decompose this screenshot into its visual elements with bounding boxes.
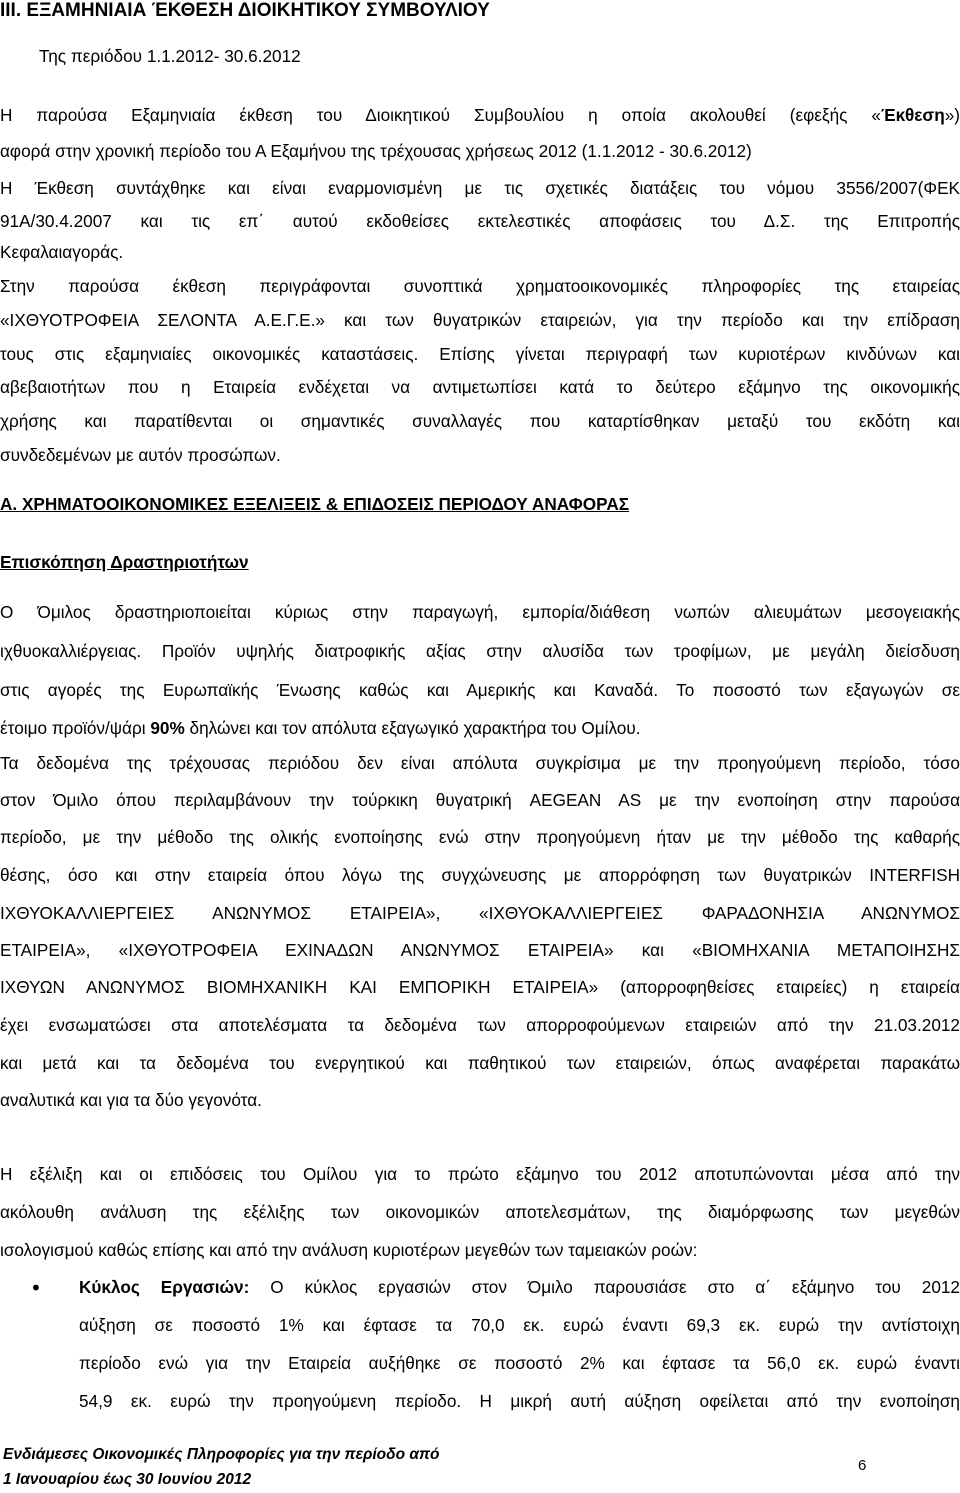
intro-line-4: 91Α/30.4.2007 και τις επ΄ αυτού εκδοθείσες εκτελεστικές αποφάσεις του Δ.Σ. της Επιτροπής bbox=[0, 211, 960, 231]
overview-line-14: αναλυτικά και για τα δύο γεγονότα. bbox=[0, 1090, 262, 1110]
overview-line-6: στον Όμιλο όπου περιλαμβάνουν την τούρκικη θυγατρική AEGEAN AS με την ενοποίηση στην παρούσα bbox=[0, 790, 960, 810]
overview-line-4: έτοιμο προϊόν/ψάρι 90% δηλώνει και τον απόλυτα εξαγωγικό χαρακτήρα του Ομίλου. bbox=[0, 718, 641, 738]
overview-line-8: θέσης, όσο και στην εταιρεία όπου λόγω της συγχώνευσης με απορρόφηση των θυγατρικών INTERFISH bbox=[0, 865, 960, 885]
overview-line-9: ΙΧΘΥΟΚΑΛΛΙΕΡΓΕΙΕΣ ΑΝΩΝΥΜΟΣ ΕΤΑΙΡΕΙΑ», «ΙΧΘΥΟΚΑΛΛΙΕΡΓΕΙΕΣ ΦΑΡΑΔΟΝΗΣΙΑ ΑΝΩΝΥΜΟΣ bbox=[0, 903, 960, 923]
overview-line-1: Ο Όμιλος δραστηριοποιείται κύριως στην παραγωγή, εμπορία/διάθεση νωπών αλιευμάτων μεσογειακής bbox=[0, 602, 960, 622]
bullet-line-3: περίοδο ενώ για την Εταιρεία αυξήθηκε σε ποσοστό 2% και έφτασε τα 56,0 εκ. ευρώ έναντι bbox=[79, 1353, 960, 1373]
overview-line-5: Τα δεδομένα της τρέχουσας περιόδου δεν είναι απόλυτα συγκρίσιμα με την προηγούμενη περίοδο, τόσο bbox=[0, 753, 960, 773]
results-line-3: ισολογισμού καθώς επίσης και από την ανάλυση κυριοτέρων μεγεθών των ταμειακών ροών: bbox=[0, 1240, 698, 1260]
overview-line-12: έχει ενσωματώσει στα αποτελέσματα τα δεδομένα των απορροφούμενων εταιρειών από την 21.03.2012 bbox=[0, 1015, 960, 1035]
intro-line-11: συνδεδεμένων με αυτόν προσώπων. bbox=[0, 445, 281, 465]
intro-line-9: αβεβαιοτήτων που η Εταιρεία ενδέχεται να αντιμετωπίσει κατά το δεύτερο εξάμηνο της οικονομικής bbox=[0, 377, 960, 397]
heading-financial-developments: Α. ΧΡΗΜΑΤΟΟΙΚΟΝΟΜΙΚΕΣ ΕΞΕΛΙΞΕΙΣ & ΕΠΙΔΟΣΕΙΣ ΠΕΡΙΟΔΟΥ ΑΝΑΦΟΡΑΣ bbox=[0, 494, 630, 514]
turnover-label: Κύκλος Εργασιών: bbox=[79, 1277, 250, 1297]
intro-line-5: Κεφαλαιαγοράς. bbox=[0, 242, 124, 262]
bullet-line-2: αύξηση σε ποσοστό 1% και έφτασε τα 70,0 εκ. ευρώ έναντι 69,3 εκ. ευρώ την αντίστοιχη bbox=[79, 1315, 960, 1335]
overview-line-2: ιχθυοκαλλιέργειας. Προϊόν υψηλής διατροφικής αξίας στην αλυσίδα των τροφίμων, με μεγάλη διείσδυση bbox=[0, 641, 960, 661]
intro-line-1: Η παρούσα Εξαμηνιαία έκθεση του Διοικητικού Συμβουλίου η οποία ακολουθεί (εφεξής «Έκθεση») bbox=[0, 105, 960, 125]
intro-line-3: Η Έκθεση συντάχθηκε και είναι εναρμονισμένη με τις σχετικές διατάξεις του νόμου 3556/2007(ΦΕΚ bbox=[0, 178, 960, 198]
intro-line-2: αφορά στην χρονική περίοδο του Α Εξαμήνου της τρέχουσας χρήσεως 2012 (1.1.2012 - 30.6.2012) bbox=[0, 141, 752, 161]
intro-line-10: χρήσης και παρατίθενται οι σημαντικές συναλλαγές που καταρτίσθηκαν μεταξύ του εκδότη και bbox=[0, 411, 960, 431]
page-number: 6 bbox=[858, 1457, 867, 1474]
section-title: III. ΕΞΑΜΗΝΙΑΙΑ ΈΚΘΕΣΗ ΔΙΟΙΚΗΤΙΚΟΥ ΣΥΜΒΟΥΛΙΟΥ bbox=[0, 0, 490, 21]
results-line-1: Η εξέλιξη και οι επιδόσεις του Ομίλου για το πρώτο εξάμηνο του 2012 αποτυπώνονται μέσα από την bbox=[0, 1164, 960, 1184]
overview-line-11: ΙΧΘΥΩΝ ΑΝΩΝΥΜΟΣ ΒΙΟΜΗΧΑΝΙΚΗ ΚΑΙ ΕΜΠΟΡΙΚΗ ΕΤΑΙΡΕΙΑ» (απορροφηθείσες εταιρείες) η εταιρεία bbox=[0, 977, 960, 997]
bullet-line-4: 54,9 εκ. ευρώ την προηγούμενη περίοδο. Η μικρή αυτή αύξηση οφείλεται από την ενοποίηση bbox=[79, 1391, 960, 1411]
export-percentage: 90% bbox=[150, 718, 185, 738]
heading-activities-overview: Επισκόπηση Δραστηριοτήτων bbox=[0, 552, 249, 572]
intro-line-7: «ΙΧΘΥΟΤΡΟΦΕΙΑ ΣΕΛΟΝΤΑ Α.Ε.Γ.Ε.» και των θυγατρικών εταιρειών, για την περίοδο και την επίδραση bbox=[0, 310, 960, 330]
overview-line-7: περίοδο, με την μέθοδο της ολικής ενοποίησης ενώ στην προηγούμενη ήταν με την μέθοδο της καθαρής bbox=[0, 827, 960, 847]
footer-line-1: Ενδιάμεσες Οικονομικές Πληροφορίες για την περίοδο από bbox=[3, 1446, 440, 1463]
overview-line-3: στις αγορές της Ευρωπαϊκής Ένωσης καθώς και Αμερικής και Καναδά. Το ποσοστό των εξαγωγών σε bbox=[0, 680, 960, 700]
period-line: Της περιόδου 1.1.2012- 30.6.2012 bbox=[39, 46, 301, 66]
results-line-2: ακόλουθη ανάλυση της εξέλιξης των οικονομικών αποτελεσμάτων, της διαμόρφωσης των μεγεθών bbox=[0, 1202, 960, 1222]
report-term: Έκθεση bbox=[880, 105, 945, 125]
bullet-marker: • bbox=[30, 1276, 42, 1300]
overview-line-13: και μετά και τα δεδομένα του ενεργητικού και παθητικού των εταιρειών, όπως αναφέρεται παρακάτω bbox=[0, 1053, 960, 1073]
footer-line-2: 1 Ιανουαρίου έως 30 Ιουνίου 2012 bbox=[3, 1471, 252, 1488]
intro-line-8: τους στις εξαμηνιαίες οικονομικές καταστάσεις. Επίσης γίνεται περιγραφή των κυριοτέρων κινδύνων και bbox=[0, 344, 960, 364]
bullet-line-1: Κύκλος Εργασιών: Ο κύκλος εργασιών στον Όμιλο παρουσιάσε στο α΄ εξάμηνο του 2012 bbox=[79, 1277, 960, 1297]
overview-line-10: ΕΤΑΙΡΕΙΑ», «ΙΧΘΥΟΤΡΟΦΕΙΑ ΕΧΙΝΑΔΩΝ ΑΝΩΝΥΜΟΣ ΕΤΑΙΡΕΙΑ» και «ΒΙΟΜΗΧΑΝΙΑ ΜΕΤΑΠΟΙΗΣΗΣ bbox=[0, 940, 960, 960]
intro-line-6: Στην παρούσα έκθεση περιγράφονται συνοπτικά χρηματοοικονομικές πληροφορίες της εταιρείας bbox=[0, 276, 960, 296]
